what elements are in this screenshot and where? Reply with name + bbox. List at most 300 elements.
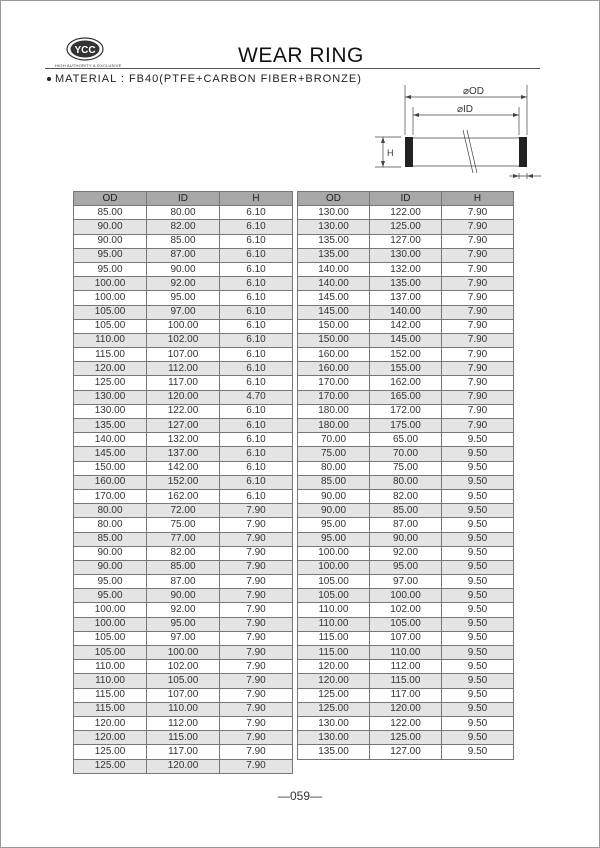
cell-od: 140.00 <box>298 277 370 291</box>
table-row <box>74 390 293 404</box>
cell-h: 7.90 <box>442 248 514 262</box>
cell-id: 120.00 <box>370 702 442 716</box>
cell-h: 9.50 <box>442 489 514 503</box>
cell-od: 115.00 <box>74 702 147 716</box>
cell-od: 140.00 <box>74 433 147 447</box>
cell-id: 152.00 <box>147 475 220 489</box>
cell-id: 172.00 <box>370 404 442 418</box>
table-row <box>298 617 514 631</box>
cell-h: 7.90 <box>220 546 293 560</box>
cell-od: 170.00 <box>74 489 147 503</box>
table-row <box>74 716 293 730</box>
cell-h: 7.90 <box>442 362 514 376</box>
cell-h: 7.90 <box>220 688 293 702</box>
cell-h: 6.10 <box>220 475 293 489</box>
cell-od: 150.00 <box>298 333 370 347</box>
cell-od: 70.00 <box>298 433 370 447</box>
cell-id: 97.00 <box>147 305 220 319</box>
cell-od: 180.00 <box>298 419 370 433</box>
cell-id: 107.00 <box>370 631 442 645</box>
cell-od: 135.00 <box>74 419 147 433</box>
cell-id: 65.00 <box>370 433 442 447</box>
page-number: —059— <box>277 789 323 803</box>
cell-h: 6.10 <box>220 447 293 461</box>
cell-id: 117.00 <box>147 745 220 759</box>
cell-id: 175.00 <box>370 419 442 433</box>
size-table-right <box>297 191 514 760</box>
cell-h: 7.90 <box>220 518 293 532</box>
cell-id: 142.00 <box>370 319 442 333</box>
cell-od: 145.00 <box>298 291 370 305</box>
material-line <box>47 73 362 85</box>
cell-id: 140.00 <box>370 305 442 319</box>
cell-id: 115.00 <box>370 674 442 688</box>
cell-od: 120.00 <box>74 362 147 376</box>
cell-h: 6.10 <box>220 489 293 503</box>
table-row <box>74 631 293 645</box>
cell-od: 150.00 <box>74 461 147 475</box>
cell-od: 130.00 <box>298 716 370 730</box>
table-header-row <box>74 192 293 206</box>
table-row <box>298 702 514 716</box>
cell-h: 9.50 <box>442 433 514 447</box>
table-row <box>298 504 514 518</box>
table-row <box>74 277 293 291</box>
cell-id: 90.00 <box>147 262 220 276</box>
cell-id: 102.00 <box>370 603 442 617</box>
table-row <box>298 603 514 617</box>
table-row <box>298 305 514 319</box>
cell-id: 102.00 <box>147 660 220 674</box>
table-row <box>298 546 514 560</box>
cell-id: 142.00 <box>147 461 220 475</box>
cell-h: 7.90 <box>220 603 293 617</box>
cell-h: 9.50 <box>442 731 514 745</box>
cell-od: 105.00 <box>74 319 147 333</box>
cell-h: 7.90 <box>442 404 514 418</box>
table-row <box>74 745 293 759</box>
cell-od: 95.00 <box>298 532 370 546</box>
cell-id: 165.00 <box>370 390 442 404</box>
column-header-od: OD <box>298 192 370 206</box>
table-row <box>298 461 514 475</box>
table-row <box>298 575 514 589</box>
table-row <box>298 532 514 546</box>
cell-h: 7.90 <box>442 319 514 333</box>
table-row <box>74 433 293 447</box>
table-row <box>74 220 293 234</box>
table-row <box>298 419 514 433</box>
cell-id: 82.00 <box>147 546 220 560</box>
cell-h: 7.90 <box>220 674 293 688</box>
cell-h: 6.10 <box>220 348 293 362</box>
cell-h: 7.90 <box>220 504 293 518</box>
table-row <box>74 404 293 418</box>
cell-id: 137.00 <box>147 447 220 461</box>
cell-h: 7.90 <box>442 348 514 362</box>
table-row <box>298 390 514 404</box>
cell-id: 110.00 <box>370 646 442 660</box>
cell-id: 122.00 <box>147 404 220 418</box>
cell-od: 95.00 <box>74 262 147 276</box>
logo-emblem-icon <box>65 36 105 62</box>
cell-od: 125.00 <box>74 745 147 759</box>
cell-od: 105.00 <box>74 631 147 645</box>
cell-id: 125.00 <box>370 220 442 234</box>
cell-od: 95.00 <box>74 248 147 262</box>
cell-h: 9.50 <box>442 560 514 574</box>
table-row <box>74 362 293 376</box>
cell-h: 7.90 <box>220 532 293 546</box>
cell-h: 9.50 <box>442 646 514 660</box>
logo-tagline: HIGH AUTHORITY & EXCLUSIVE <box>55 63 122 68</box>
cell-od: 105.00 <box>74 646 147 660</box>
cell-h: 7.90 <box>442 419 514 433</box>
cell-h: 6.10 <box>220 404 293 418</box>
cell-od: 105.00 <box>74 305 147 319</box>
cell-id: 162.00 <box>370 376 442 390</box>
table-row <box>74 603 293 617</box>
cell-od: 160.00 <box>298 348 370 362</box>
table-row <box>298 376 514 390</box>
table-row <box>298 660 514 674</box>
cell-od: 125.00 <box>74 376 147 390</box>
cell-h: 7.90 <box>442 206 514 220</box>
cell-od: 85.00 <box>74 532 147 546</box>
cell-id: 87.00 <box>370 518 442 532</box>
cell-h: 9.50 <box>442 475 514 489</box>
cell-od: 125.00 <box>298 702 370 716</box>
cell-h: 7.90 <box>442 291 514 305</box>
table-row <box>298 277 514 291</box>
cell-id: 90.00 <box>147 589 220 603</box>
id-label: ID <box>463 104 474 115</box>
cell-od: 105.00 <box>298 589 370 603</box>
cell-id: 120.00 <box>147 390 220 404</box>
cell-od: 100.00 <box>74 603 147 617</box>
table-row <box>74 348 293 362</box>
table-row <box>298 688 514 702</box>
cell-od: 150.00 <box>298 319 370 333</box>
cell-id: 127.00 <box>370 234 442 248</box>
table-row <box>74 759 293 773</box>
cell-od: 90.00 <box>74 220 147 234</box>
cell-id: 82.00 <box>370 489 442 503</box>
cell-od: 85.00 <box>74 206 147 220</box>
cell-od: 130.00 <box>74 390 147 404</box>
cell-od: 135.00 <box>298 248 370 262</box>
cell-h: 9.50 <box>442 447 514 461</box>
cell-h: 9.50 <box>442 518 514 532</box>
table-row <box>298 674 514 688</box>
cell-od: 80.00 <box>74 504 147 518</box>
table-row <box>74 646 293 660</box>
cell-od: 160.00 <box>74 475 147 489</box>
cell-od: 95.00 <box>74 589 147 603</box>
cell-od: 125.00 <box>74 759 147 773</box>
cell-id: 100.00 <box>370 589 442 603</box>
cell-h: 9.50 <box>442 603 514 617</box>
cell-od: 130.00 <box>74 404 147 418</box>
cell-h: 7.90 <box>442 277 514 291</box>
table-row <box>74 447 293 461</box>
cell-od: 100.00 <box>298 546 370 560</box>
cell-id: 80.00 <box>147 206 220 220</box>
cell-h: 6.10 <box>220 433 293 447</box>
cell-h: 7.90 <box>220 589 293 603</box>
cell-h: 4.70 <box>220 390 293 404</box>
logo-text: YCC <box>74 45 96 56</box>
cell-id: 95.00 <box>370 560 442 574</box>
cell-h: 6.10 <box>220 277 293 291</box>
cell-od: 120.00 <box>74 731 147 745</box>
table-row <box>298 518 514 532</box>
cell-h: 7.90 <box>220 631 293 645</box>
cell-id: 75.00 <box>147 518 220 532</box>
cell-h: 7.90 <box>220 745 293 759</box>
cell-id: 110.00 <box>147 702 220 716</box>
cell-od: 80.00 <box>298 461 370 475</box>
cell-h: 9.50 <box>442 546 514 560</box>
cell-h: 7.90 <box>442 305 514 319</box>
cell-id: 152.00 <box>370 348 442 362</box>
table-row <box>74 248 293 262</box>
table-row <box>74 475 293 489</box>
table-row <box>74 702 293 716</box>
cell-id: 85.00 <box>147 560 220 574</box>
cell-id: 95.00 <box>147 617 220 631</box>
cell-od: 100.00 <box>74 291 147 305</box>
table-row <box>298 404 514 418</box>
cell-od: 120.00 <box>74 716 147 730</box>
cell-od: 145.00 <box>74 447 147 461</box>
cell-h: 7.90 <box>220 731 293 745</box>
cell-h: 9.50 <box>442 688 514 702</box>
table-row <box>298 348 514 362</box>
cell-id: 137.00 <box>370 291 442 305</box>
table-row <box>74 518 293 532</box>
table-row <box>298 248 514 262</box>
cell-id: 70.00 <box>370 447 442 461</box>
cell-h: 6.10 <box>220 376 293 390</box>
cell-id: 107.00 <box>147 688 220 702</box>
company-logo <box>55 36 122 68</box>
cell-od: 110.00 <box>74 660 147 674</box>
cell-id: 130.00 <box>370 248 442 262</box>
cell-od: 85.00 <box>298 475 370 489</box>
wear-ring-cross-section-diagram <box>375 85 545 183</box>
cell-h: 7.90 <box>220 702 293 716</box>
cell-id: 92.00 <box>147 603 220 617</box>
table-row <box>74 376 293 390</box>
table-row <box>74 206 293 220</box>
cell-h: 6.10 <box>220 419 293 433</box>
table-row <box>298 220 514 234</box>
cell-h: 6.10 <box>220 206 293 220</box>
cell-od: 105.00 <box>298 575 370 589</box>
cell-h: 7.90 <box>220 759 293 773</box>
cell-id: 127.00 <box>147 419 220 433</box>
table-row <box>298 489 514 503</box>
cell-od: 140.00 <box>298 262 370 276</box>
cell-id: 122.00 <box>370 206 442 220</box>
title-divider <box>45 68 540 69</box>
table-row <box>74 234 293 248</box>
table-row <box>298 475 514 489</box>
cell-id: 92.00 <box>147 277 220 291</box>
cell-od: 100.00 <box>74 617 147 631</box>
table-row <box>74 660 293 674</box>
cell-h: 6.10 <box>220 333 293 347</box>
table-row <box>74 305 293 319</box>
table-header-row <box>298 192 514 206</box>
table-row <box>298 291 514 305</box>
cell-id: 97.00 <box>370 575 442 589</box>
cell-id: 90.00 <box>370 532 442 546</box>
bullet-icon <box>47 77 51 81</box>
cell-h: 7.90 <box>220 646 293 660</box>
cell-od: 110.00 <box>74 674 147 688</box>
cell-id: 95.00 <box>147 291 220 305</box>
table-row <box>298 447 514 461</box>
h-label: H <box>387 148 394 158</box>
table-row <box>74 546 293 560</box>
table-row <box>74 532 293 546</box>
cell-id: 112.00 <box>147 362 220 376</box>
cell-h: 9.50 <box>442 532 514 546</box>
cell-id: 97.00 <box>147 631 220 645</box>
cell-od: 180.00 <box>298 404 370 418</box>
column-header-id: ID <box>147 192 220 206</box>
cell-h: 6.10 <box>220 461 293 475</box>
cell-h: 7.90 <box>220 716 293 730</box>
cell-h: 7.90 <box>442 220 514 234</box>
cell-id: 107.00 <box>147 348 220 362</box>
cell-od: 95.00 <box>74 575 147 589</box>
cell-h: 9.50 <box>442 631 514 645</box>
cell-h: 6.10 <box>220 291 293 305</box>
cell-id: 77.00 <box>147 532 220 546</box>
cell-od: 75.00 <box>298 447 370 461</box>
cell-h: 7.90 <box>442 262 514 276</box>
column-header-id: ID <box>370 192 442 206</box>
table-row <box>74 589 293 603</box>
cell-id: 122.00 <box>370 716 442 730</box>
cell-id: 92.00 <box>370 546 442 560</box>
cell-od: 100.00 <box>298 560 370 574</box>
table-row <box>74 319 293 333</box>
cell-id: 80.00 <box>370 475 442 489</box>
cell-h: 6.10 <box>220 319 293 333</box>
cell-od: 80.00 <box>74 518 147 532</box>
size-table-left <box>73 191 293 774</box>
table-row <box>74 262 293 276</box>
cell-id: 100.00 <box>147 319 220 333</box>
cell-od: 115.00 <box>298 631 370 645</box>
page-title: WEAR RING <box>238 44 364 67</box>
cell-h: 6.10 <box>220 248 293 262</box>
cell-id: 132.00 <box>370 262 442 276</box>
cell-od: 115.00 <box>298 646 370 660</box>
cell-od: 110.00 <box>298 617 370 631</box>
cell-id: 112.00 <box>147 716 220 730</box>
table-row <box>74 575 293 589</box>
cell-id: 87.00 <box>147 575 220 589</box>
table-row <box>298 333 514 347</box>
cell-h: 9.50 <box>442 617 514 631</box>
cell-id: 132.00 <box>147 433 220 447</box>
cell-od: 160.00 <box>298 362 370 376</box>
cell-od: 135.00 <box>298 745 370 759</box>
cell-h: 7.90 <box>220 660 293 674</box>
table-row <box>74 617 293 631</box>
cell-id: 112.00 <box>370 660 442 674</box>
table-row <box>298 262 514 276</box>
cell-h: 9.50 <box>442 674 514 688</box>
cell-od: 95.00 <box>298 518 370 532</box>
table-row <box>298 433 514 447</box>
cell-od: 130.00 <box>298 731 370 745</box>
table-row <box>74 674 293 688</box>
table-row <box>298 362 514 376</box>
cell-od: 115.00 <box>74 348 147 362</box>
cell-h: 7.90 <box>220 617 293 631</box>
table-row <box>298 646 514 660</box>
cell-h: 9.50 <box>442 660 514 674</box>
table-row <box>298 234 514 248</box>
cell-od: 135.00 <box>298 234 370 248</box>
cell-od: 110.00 <box>74 333 147 347</box>
od-label: OD <box>469 86 485 97</box>
svg-text:⌀ID: ⌀ID <box>457 104 474 115</box>
cell-od: 90.00 <box>298 489 370 503</box>
table-row <box>74 688 293 702</box>
cell-h: 9.50 <box>442 716 514 730</box>
cell-od: 125.00 <box>298 688 370 702</box>
table-row <box>298 560 514 574</box>
cell-od: 170.00 <box>298 390 370 404</box>
cell-od: 120.00 <box>298 660 370 674</box>
cell-h: 6.10 <box>220 234 293 248</box>
cell-od: 100.00 <box>74 277 147 291</box>
table-row <box>298 716 514 730</box>
cell-id: 87.00 <box>147 248 220 262</box>
material-text: MATERIAL : FB40(PTFE+CARBON FIBER+BRONZE) <box>55 73 362 85</box>
table-row <box>298 206 514 220</box>
cell-id: 117.00 <box>370 688 442 702</box>
cell-id: 155.00 <box>370 362 442 376</box>
cell-h: 9.50 <box>442 575 514 589</box>
table-row <box>298 589 514 603</box>
cell-id: 127.00 <box>370 745 442 759</box>
cell-h: 9.50 <box>442 702 514 716</box>
table-row <box>74 419 293 433</box>
cell-od: 110.00 <box>298 603 370 617</box>
column-header-od: OD <box>74 192 147 206</box>
cell-od: 120.00 <box>298 674 370 688</box>
cell-od: 90.00 <box>298 504 370 518</box>
cell-id: 162.00 <box>147 489 220 503</box>
table-row <box>298 745 514 759</box>
column-header-h: H <box>220 192 293 206</box>
cell-h: 9.50 <box>442 504 514 518</box>
cell-id: 135.00 <box>370 277 442 291</box>
cell-od: 145.00 <box>298 305 370 319</box>
cell-h: 7.90 <box>442 234 514 248</box>
table-row <box>74 461 293 475</box>
cell-id: 75.00 <box>370 461 442 475</box>
cell-id: 72.00 <box>147 504 220 518</box>
